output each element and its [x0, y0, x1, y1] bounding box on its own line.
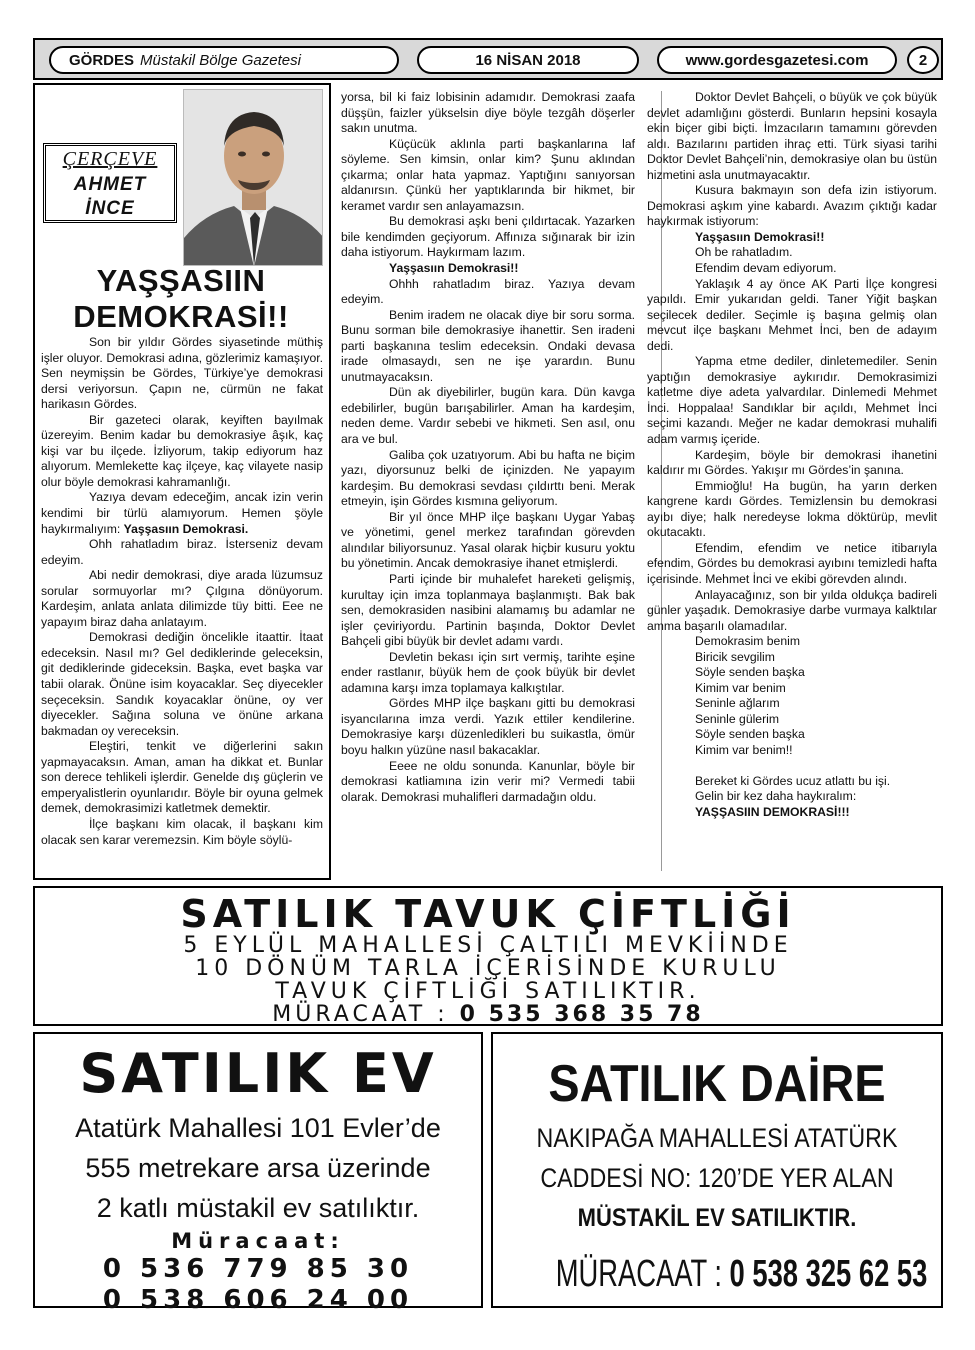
paragraph: Emmioğlu! Ha bugün, ha yarın derken kangrene kardı Gördes. Temizlensin bu demokrasi ayıbı diye; halk neredeyse lokma döktürüp, mevlit okutacaktı.	[647, 478, 937, 540]
paragraph: Bu demokrasi aşkı beni çıldırtacak. Yazarken bile kendimden geçiyorum. Affınıza sığınarak bir izin daha istiyorum. Haykırmam lazım.	[341, 214, 635, 260]
author-first-name: AHMET	[73, 174, 147, 195]
page-number: 2	[907, 46, 939, 74]
paragraph: Demokrasi dediğin öncelikle itaattir. İtaat edeceksin. Nasıl mı? Gel dediklerinde geleceksin, git dediklerinde gideceksin. Başka, evet başka var tabii olarak. Önüne isim koyacaklar. Seç diyecekler seçeceksin. Sandık koyacaklar önüne, oy ver diyecekler. Sağına soluna ve önüne arkana bakmadan oy vereceksin.	[41, 630, 323, 738]
ad-line: 10 DÖNÜM TARLA İÇERİSİNDE KURULU	[195, 956, 781, 981]
phone-number: 0 538 325 62 53	[729, 1253, 928, 1295]
contact-label: MÜRACAAT :	[272, 1002, 449, 1027]
author-portrait-image	[184, 90, 323, 266]
exclamation: Yaşşasıın Demokrasi.	[123, 521, 249, 536]
phone-number: 0 536 779 85 30	[102, 1254, 414, 1284]
paragraph-text: Yazıya devam edeceğim, ancak izin verin kendimi bir türlü alamıyorum. Hemen şöyle haykırmalıyım:	[41, 490, 323, 536]
paragraph: Yapma etme dediler, dinletemediler. Senin yaptığın demokrasiye aykırıdır. Demokrasimizi katletme diye adeta yalvardılar. Dinlemedi Mehmet İnci. Hoppalaa! Sandıklar bir açıldı, Mehmet İnci seçimi kazandı. Meğer ne kadar demokrasi muhalifi adam varmış içeride.	[647, 354, 937, 447]
ad-line: 2 katlı müstakil ev satılıktır.	[96, 1193, 420, 1223]
poem	[647, 634, 937, 758]
poem-line: Seninle ağlarım	[695, 696, 780, 711]
poem-line: Söyle senden başka	[695, 727, 805, 742]
paper-name	[49, 46, 399, 74]
paragraph: Ohhh rahatladım biraz. Yazıya devam edeyim.	[341, 276, 635, 307]
ad-line: NAKIPAĞA MAHALLESİ ATATÜRK	[536, 1123, 898, 1153]
paper-title: GÖRDES	[69, 51, 135, 69]
ad-contact	[35, 1003, 941, 1027]
paragraph: yorsa, bil ki faiz lobisinin adamıdır. Demokrasi zaafa düşşün, faizler yükselsin diye böyle tezgâh döşerler sakın unutma.	[341, 90, 635, 136]
ad-house	[33, 1032, 483, 1315]
poem-line: Seninle gülerim	[695, 711, 780, 726]
paragraph: Galiba çok uzatıyorum. Abi bu hafta ne biçim yazı, diyorsunuz belki de içinizden. Ne yapayım kardeşim. Bu demokrasi sevdası çıldırttı beni. Merak etmeyin, işin Gördes kısmına geliyorum.	[341, 447, 635, 509]
paragraph: Eleştiri, tenkit ve diğerlerini sakın yapmayacaksın. Aman, aman ha dikkat et. Bunlar son derece tehlikeli işlerdir. Genelde dış güçlerin ve emperyalistlerin oyunlarıdır. Böyle bir oyuna gelmek demek, demokrasimizi katletmek demektir.	[41, 739, 323, 816]
paragraph: Ohh rahatladım biraz. İsterseniz devam edeyim.	[41, 537, 323, 567]
paragraph: Kardeşim, böyle bir demokrasi ihanetini kaldırır mı Gördes. Yakışır mı Gördes’in şanına.	[647, 447, 937, 478]
author-photo	[183, 89, 323, 266]
article-column-1	[41, 335, 323, 848]
author-last-name: İNCE	[85, 198, 135, 219]
paragraph: Devletin bekası için sırt vermiş, tarihte eşine ender rastlanır, büyük hem de çook büyük bir devlet adamına karşı imza toplamaya kalkıştılar.	[341, 649, 635, 695]
poem-line: Demokrasim benim	[695, 634, 800, 649]
paragraph: Bir yıl önce MHP ilçe başkanı Uygar Yabaş ve yönetimi, genel merkez tarafından görevden alındılar biliyorsunuz. Yasal olarak hiçbir kusuru yoktu bu yönetimin. Ancak demokrasiye ihanet etmişlerdi.	[341, 509, 635, 571]
paragraph: Efendim devam ediyorum.	[695, 261, 837, 276]
closing-line: Bereket ki Gördes ucuz atlattı bu işi.	[695, 773, 891, 788]
closing-line: Gelin bir kez daha haykıralım:	[695, 789, 857, 804]
article-column-2	[341, 90, 635, 805]
ad-line: MÜSTAKİL EV SATILIKTIR.	[577, 1204, 857, 1232]
paragraph: Kusura bakmayın son defa izin istiyorum. Demokrasi aşkım yine kabardı. Avazım çıktığı kadar haykırmak istiyorum:	[647, 183, 937, 229]
paragraph: Son bir yıldır Gördes siyasetinde müthiş işler oluyor. Demokrasi adına, gözlerimiz kamaşıyor. Sen neymişsin be Gördes, Türkiye’ye demokrasi dersi veriyorsun. Çapın ne, cürmün ne fakat harikasın Gördes.	[41, 335, 323, 412]
ad-line: 555 metrekare arsa üzerinde	[85, 1153, 431, 1183]
ad-title: SATILIK EV	[79, 1042, 437, 1105]
ad-line: 5 EYLÜL MAHALLESİ ÇALTILI MEVKİİNDE	[183, 933, 793, 958]
paragraph: Dün ak diyebilirler, bugün kara. Dün kavga edebilirler, bugün barışabilirler. Aman ha kardeşim, neden deme. Vardır sebebi ve hikmeti. Sen asıl, onu ara ve bul.	[341, 385, 635, 447]
column-badge	[43, 143, 177, 223]
exclamation: Yaşşasıın Demokrasi!!	[389, 261, 519, 276]
article-column-3	[647, 90, 937, 820]
contact-label: MÜRACAAT :	[555, 1253, 722, 1295]
paragraph: Doktor Devlet Bahçeli, o büyük ve çok büyük devlet adamlığını gösterdi. Bunların hepsini kosayla ekin biçer gibi biçti. İmzacıların tamamını görevden aldı. Bazılarını partiden ihraç etti. Türk siyasi tarihi Doktor Devlet Bahçeli’nin, demokrasiye olan bu üstün hizmetini asla unutmayacaktır.	[647, 90, 937, 182]
ad-line: Atatürk Mahallesi 101 Evler’de	[75, 1113, 441, 1143]
ad-line: CADDESİ NO: 120’DE YER ALAN	[540, 1163, 894, 1193]
headline-line-1: YAŞŞASIIN	[96, 263, 266, 298]
ad-title: SATILIK DAİRE	[548, 1055, 886, 1113]
contact-label: Müracaat:	[171, 1229, 345, 1253]
paragraph	[41, 490, 323, 537]
paragraph: Anlayacağınız, son bir yılda oldukça badireli günler yaşadık. Demokrasiye darbe vurmaya kalktılar amma başarılı olamadılar.	[647, 587, 937, 633]
poem-line: Kimim var benim	[695, 680, 786, 695]
paragraph: İlçe başkanı kim olacak, il başkanı kim olacak sen karar veremezsin. Kim böyle söylü-	[41, 816, 323, 847]
paragraph: Gördes MHP ilçe başkanı gitti bu demokrasi isyancılarına imza verdi. Yazık ettiler kendilerine. Demokrasiye karşı düzenledikleri bu suikastla, ömür boyu halkın yüzüne nasıl bakacaklar.	[341, 696, 635, 757]
ad-title: SATILIK TAVUK ÇİFTLİĞİ	[180, 892, 796, 936]
poem-line: Söyle senden başka	[695, 665, 805, 680]
article	[33, 83, 943, 880]
paragraph: Oh be rahatladım.	[695, 245, 793, 260]
paragraph: Abi nedir demokrasi, diye arada lüzumsuz sorular sormuyorlar mı? Çılgına dönüyorum. Kardeşim, anlata anlata dilimizde tüy bitti. Eee ne yapayım biraz daha anlatayım.	[41, 568, 323, 629]
phone-number: 0 535 368 35 78	[459, 1002, 704, 1027]
paragraph: Efendim, efendim ve netice itibarıyla efendim, Gördes bu demokrasi ayıbını temizledi hafta içerisinde. Mehmet İnci ve ekibi görevden alındı.	[647, 540, 937, 586]
column-tag: ÇERÇEVE	[62, 148, 158, 170]
issue-date: 16 NİSAN 2018	[417, 46, 639, 74]
paragraph: Benim iradem ne olacak diye bir soru sorma. Bunu sorman bile demokrasiye ihanettir. Sen iradeni parti başkanına teslim edeceksin. Ondaki devasa irade olmasaydı, sen ne işe yarardın. Bunu unutmayacaksın.	[341, 307, 635, 384]
ad-line: TAVUK ÇİFTLİĞİ SATILIKTIR.	[275, 979, 701, 1004]
paragraph: Parti içinde bir muhalefet hareketi gelişmiş, kurultay için imza toplanmaya başlanmıştı. Bak bak sen, demokrasiden nasibini alamamış bu adamlar ne işler çeviriyordu. Partinin başında, Doktor Devlet Bahçeli gibi büyük bir devlet adamı vardı.	[341, 571, 635, 649]
poem-line: Biricik sevgilim	[695, 649, 775, 664]
phone-number: 0 538 606 24 00	[102, 1285, 414, 1315]
paragraph: Küçücük aklınla parti başkanlarına laf söyleme. Sen kimsin, onlar kim? Şunu aklından çıkarma; onlar hata yapmaz. Yaptığını sanıyorsan aldanırsın. Çünkü her yaptıklarında bir hikmet, bir keramet vardır sen anlayamazsın.	[341, 136, 635, 213]
paragraph: Eeee ne oldu sonunda. Kanunlar, böyle bir demokrasi katliamına izin verir mi? Vermedi tabii olarak. Demokrasi muhalifleri darmadağın oldu.	[341, 758, 635, 804]
ad-contact	[555, 1246, 928, 1302]
poem-line: Kimim var benim!!	[695, 742, 793, 757]
page-header	[33, 38, 943, 80]
website-link[interactable]: www.gordesgazetesi.com	[657, 46, 897, 74]
paragraph: Bir gazeteci olarak, keyiften bayılmak üzereyim. Benim kadar bu demokrasiye âşık, kaç kişi var bu ilçede. İzliyorum, takip ediyorum haz alıyorum. Memlekette kaç ilçeye, kaç vilayete nasip olur böyle demokrasi kahramanlığı.	[41, 412, 323, 489]
ad-flat	[491, 1032, 943, 1308]
exclamation: Yaşşasıın Demokrasi!!	[695, 229, 825, 244]
ad-chicken-farm	[33, 886, 943, 1026]
paragraph: Yaklaşık 4 ay önce AK Parti İlçe kongresi yapıldı. Emir yukarıdan geldi. Taner Yiğit başkan seçilecek dediler. Seçimle iş başına gelmiş olan mevcut ilçe başkanı Mehmet İnci, ben de adayım dedi.	[647, 276, 937, 353]
article-headline	[39, 263, 323, 335]
paper-subtitle: Müstakil Bölge Gazetesi	[140, 51, 301, 69]
closing-exclamation: YAŞŞASIIN DEMOKRASİ!!!	[695, 804, 850, 819]
headline-line-2: DEMOKRASİ!!	[73, 299, 289, 334]
